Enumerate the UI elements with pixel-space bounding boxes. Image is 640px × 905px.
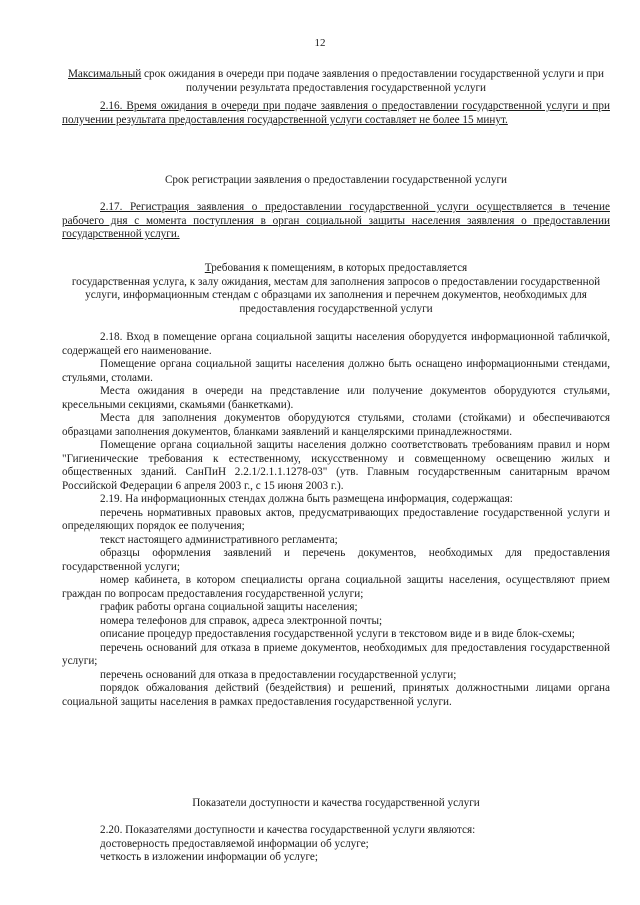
list-item: перечень оснований для отказа в приеме документов, необходимых для предоставления государственной услуги;	[62, 641, 610, 667]
heading-first-word: Максимальный	[67, 68, 142, 80]
section-heading-max-wait	[62, 68, 610, 95]
list-item: перечень нормативных правовых актов, предусматривающих предоставление государственной услуги и определяющих порядок ее получения;	[62, 506, 610, 532]
list-item: достоверность предоставляемой информации об услуге;	[100, 837, 369, 850]
list-item: график работы органа социальной защиты населения;	[100, 601, 358, 613]
paragraph-2-20: 2.20. Показателями доступности и качества государственной услуги являются:	[100, 824, 476, 836]
list-item: четкость в изложении информации об услуге;	[100, 851, 318, 863]
section-heading-registration: Срок регистрации заявления о предоставлении государственной услуги	[164, 174, 508, 186]
paragraph: Места для заполнения документов оборудуются стульями, столами (стойками) и обеспечиваются образцами заполнения документов, бланками заявлений и канцелярскими принадлежностями.	[62, 412, 610, 438]
paragraph: 2.19. На информационных стендах должна быть размещена информация, содержащая:	[100, 493, 513, 505]
section-heading-premises	[62, 262, 610, 316]
heading-first-letter: Т	[204, 262, 212, 274]
heading-rest: срок ожидания в очереди при подаче заявления о предоставлении государственной услуги и при получении результата предоставления государственной услуги	[141, 68, 604, 94]
list-item: текст настоящего административного регламента;	[100, 533, 338, 546]
list-item: описание процедур предоставления государственной услуги в текстовом виде и в виде блок-схемы;	[100, 628, 575, 640]
list-item: перечень оснований для отказа в предоставлении государственной услуги;	[100, 668, 457, 681]
premises-requirements-body	[62, 331, 610, 709]
list-item: номера телефонов для справок, адреса электронной почты;	[100, 614, 383, 627]
page-number: 12	[314, 37, 326, 49]
list-item: образцы оформления заявлений и перечень документов, необходимых для предоставления государственной услуги;	[62, 547, 610, 573]
list-item: порядок обжалования действий (бездействия) и решений, принятых должностными лицами органа социальной защиты населения в рамках предоставления государственной услуги.	[62, 682, 610, 708]
section-heading-accessibility: Показатели доступности и качества государственной услуги	[192, 797, 480, 809]
heading-line-1-rest: ребования к помещениям, в которых предоставляется	[211, 262, 468, 274]
heading-line-rest: государственная услуга, к залу ожидания, местам для заполнения запросов о предоставлении государственной услуги, информационным стендам с образцами их заполнения и перечнем документов, необходимых для предоставления государственной услуги	[71, 275, 601, 315]
paragraph: Помещение органа социальной защиты населения должно соответствовать требованиям правил и норм "Гигиенические требования к естественному, искусственному и совмещенному освещению жилых и общественных зданий. СанПиН 2.2.1/2.1.1.1278-03" (утв. Главным государственным санитарным врачом Российской Федерации 6 апреля 2003 г., с 15 июня 2003 г.).	[62, 439, 610, 492]
list-item: номер кабинета, в котором специалисты органа социальной защиты населения, осуществляют прием граждан по вопросам предоставления государственной услуги;	[62, 574, 610, 600]
accessibility-body	[62, 824, 610, 865]
paragraph-2-17: 2.17. Регистрация заявления о предоставлении государственной услуги осуществляется в течение рабочего дня с момента поступления в орган социальной защиты населения заявления о предоставлении государственной услуги.	[62, 201, 610, 241]
paragraph: Помещение органа социальной защиты населения должно быть оснащено информационными стендами, стульями, столами.	[62, 358, 610, 384]
paragraph-2-16: 2.16. Время ожидания в очереди при подаче заявления о предоставлении государственной услуги и при получении результата предоставления государственной услуги составляет не более 15 минут.	[62, 100, 610, 126]
paragraph: 2.18. Вход в помещение органа социальной защиты населения оборудуется информационной табличкой, содержащей его наименование.	[62, 331, 610, 357]
paragraph: Места ожидания в очереди на представление или получение документов оборудуются стульями, кресельными секциями, скамьями (банкетками).	[62, 385, 610, 411]
heading-line-1	[62, 262, 610, 276]
